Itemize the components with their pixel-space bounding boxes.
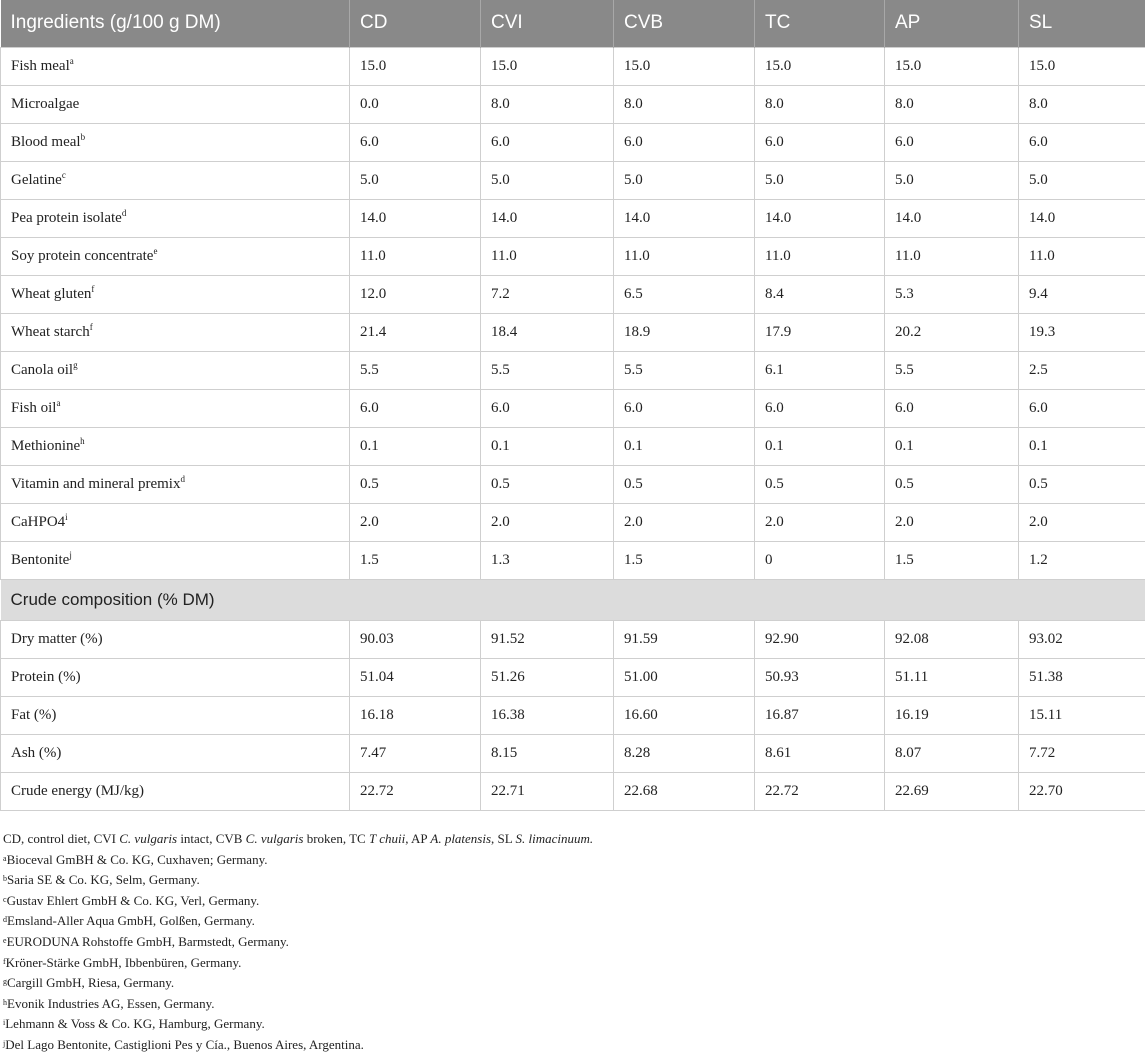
footnote-mark: f (3, 957, 6, 966)
abbreviation-text: , AP (405, 831, 430, 846)
value-cell-cvi: 16.38 (481, 696, 614, 734)
species-name: T chuii (369, 831, 405, 846)
value-cell-cvb: 2.0 (614, 503, 755, 541)
value-cell-sl: 0.1 (1019, 427, 1145, 465)
composition-row (1, 620, 1145, 658)
value-cell-cvb: 0.5 (614, 465, 755, 503)
value-cell-ap: 0.5 (885, 465, 1019, 503)
value-cell-cvb: 8.0 (614, 85, 755, 123)
footnote-mark: b (3, 874, 7, 883)
ingredient-name-cell (1, 541, 350, 579)
ingredient-name: Fish meal (11, 58, 70, 74)
ingredient-name-cell (1, 161, 350, 199)
footnote-marker: f (90, 322, 93, 332)
value-cell-cd: 51.04 (350, 658, 481, 696)
footnote-mark: g (3, 977, 7, 986)
value-cell-cd: 14.0 (350, 199, 481, 237)
value-cell-tc: 50.93 (755, 658, 885, 696)
footnote-marker: e (153, 246, 157, 256)
species-name: S. limacinuum. (516, 831, 594, 846)
footnote-marker: d (122, 208, 127, 218)
value-cell-cvb: 51.00 (614, 658, 755, 696)
ingredient-name-cell (1, 123, 350, 161)
value-cell-cvb: 6.0 (614, 123, 755, 161)
value-cell-ap: 92.08 (885, 620, 1019, 658)
footnote-mark: i (3, 1018, 5, 1027)
header-cd: CD (350, 0, 481, 47)
footnote-mark: a (3, 854, 7, 863)
value-cell-cd: 16.18 (350, 696, 481, 734)
value-cell-cd: 90.03 (350, 620, 481, 658)
value-cell-tc: 2.0 (755, 503, 885, 541)
species-name: A. platensis (430, 831, 491, 846)
value-cell-tc: 15.0 (755, 47, 885, 85)
ingredient-row (1, 47, 1145, 85)
value-cell-sl: 8.0 (1019, 85, 1145, 123)
value-cell-cvi: 0.5 (481, 465, 614, 503)
abbreviation-text: intact, CVB (177, 831, 246, 846)
value-cell-ap: 22.69 (885, 772, 1019, 810)
value-cell-cvi: 18.4 (481, 313, 614, 351)
value-cell-sl: 0.5 (1019, 465, 1145, 503)
value-cell-tc: 92.90 (755, 620, 885, 658)
value-cell-cd: 15.0 (350, 47, 481, 85)
abbreviation-text: CD, control diet, CVI (3, 831, 119, 846)
table-header-row (1, 0, 1145, 47)
value-cell-cd: 2.0 (350, 503, 481, 541)
footnote (3, 870, 593, 891)
value-cell-sl: 5.0 (1019, 161, 1145, 199)
header-cvb: CVB (614, 0, 755, 47)
value-cell-cd: 12.0 (350, 275, 481, 313)
composition-row (1, 772, 1145, 810)
footnote-mark: h (3, 998, 7, 1007)
section (1, 579, 1145, 620)
composition-name: Crude energy (MJ/kg) (1, 772, 350, 810)
value-cell-tc: 0.5 (755, 465, 885, 503)
composition-row (1, 696, 1145, 734)
value-cell-cvi: 2.0 (481, 503, 614, 541)
value-cell-cvb: 5.5 (614, 351, 755, 389)
value-cell-cd: 6.0 (350, 123, 481, 161)
value-cell-sl: 6.0 (1019, 123, 1145, 161)
value-cell-ap: 8.07 (885, 734, 1019, 772)
footnote (3, 953, 593, 974)
value-cell-cd: 6.0 (350, 389, 481, 427)
value-cell-sl: 22.70 (1019, 772, 1145, 810)
footnote (3, 850, 593, 871)
footnote-marker: i (65, 512, 68, 522)
value-cell-sl: 2.0 (1019, 503, 1145, 541)
ingredient-name: Microalgae (11, 96, 79, 112)
footnote (3, 1014, 593, 1035)
value-cell-ap: 5.5 (885, 351, 1019, 389)
footnote-text: Bioceval GmBH & Co. KG, Cuxhaven; Germany. (7, 852, 268, 867)
value-cell-cvb: 14.0 (614, 199, 755, 237)
ingredient-row (1, 275, 1145, 313)
composition-name: Protein (%) (1, 658, 350, 696)
ingredient-row (1, 389, 1145, 427)
value-cell-cvb: 22.68 (614, 772, 755, 810)
value-cell-sl: 2.5 (1019, 351, 1145, 389)
ingredient-name-cell (1, 351, 350, 389)
ingredient-name-cell (1, 427, 350, 465)
value-cell-cvb: 11.0 (614, 237, 755, 275)
value-cell-cd: 0.0 (350, 85, 481, 123)
footnote-marker: b (81, 132, 86, 142)
footnote-marker: f (91, 284, 94, 294)
footnote (3, 891, 593, 912)
value-cell-ap: 51.11 (885, 658, 1019, 696)
value-cell-tc: 8.61 (755, 734, 885, 772)
footnote-text: Saria SE & Co. KG, Selm, Germany. (7, 872, 200, 887)
footnote (3, 994, 593, 1015)
footnote-marker: j (69, 550, 72, 560)
value-cell-ap: 20.2 (885, 313, 1019, 351)
value-cell-cd: 0.5 (350, 465, 481, 503)
ingredient-name: Gelatine (11, 172, 62, 188)
ingredient-row (1, 503, 1145, 541)
value-cell-cd: 22.72 (350, 772, 481, 810)
value-cell-sl: 6.0 (1019, 389, 1145, 427)
value-cell-cvi: 14.0 (481, 199, 614, 237)
abbreviation-text: , SL (491, 831, 515, 846)
ingredient-row (1, 161, 1145, 199)
ingredient-name: Soy protein concentrate (11, 248, 153, 264)
value-cell-cd: 21.4 (350, 313, 481, 351)
ingredient-name-cell (1, 47, 350, 85)
footnote-mark: e (3, 936, 7, 945)
value-cell-tc: 0.1 (755, 427, 885, 465)
value-cell-sl: 9.4 (1019, 275, 1145, 313)
header-ap: AP (885, 0, 1019, 47)
footnote-text: Emsland-Aller Aqua GmbH, Golßen, Germany. (7, 913, 255, 928)
value-cell-tc: 6.1 (755, 351, 885, 389)
value-cell-ap: 6.0 (885, 123, 1019, 161)
ingredient-row (1, 541, 1145, 579)
value-cell-ap: 16.19 (885, 696, 1019, 734)
footnote-marker: c (62, 170, 66, 180)
value-cell-ap: 5.3 (885, 275, 1019, 313)
value-cell-tc: 14.0 (755, 199, 885, 237)
footnote-text: Cargill GmbH, Riesa, Germany. (7, 975, 174, 990)
ingredient-name-cell (1, 199, 350, 237)
value-cell-cvb: 15.0 (614, 47, 755, 85)
footnote-marker: g (73, 360, 78, 370)
value-cell-ap: 2.0 (885, 503, 1019, 541)
value-cell-sl: 1.2 (1019, 541, 1145, 579)
value-cell-cvi: 8.0 (481, 85, 614, 123)
footnote-text: Evonik Industries AG, Essen, Germany. (7, 996, 215, 1011)
value-cell-cvi: 1.3 (481, 541, 614, 579)
composition-name: Fat (%) (1, 696, 350, 734)
footnote-mark: c (3, 895, 7, 904)
value-cell-cvb: 0.1 (614, 427, 755, 465)
section-title: Crude composition (% DM) (1, 579, 1145, 620)
ingredient-name: Wheat starch (11, 324, 90, 340)
table-footnotes (3, 829, 593, 1056)
value-cell-tc: 16.87 (755, 696, 885, 734)
ingredient-name: Blood meal (11, 134, 81, 150)
ingredient-name: Fish oil (11, 400, 56, 416)
value-cell-sl: 14.0 (1019, 199, 1145, 237)
value-cell-cd: 0.1 (350, 427, 481, 465)
ingredient-row (1, 313, 1145, 351)
header-cvi: CVI (481, 0, 614, 47)
ingredient-name-cell (1, 275, 350, 313)
value-cell-cvi: 5.0 (481, 161, 614, 199)
ingredient-name: Vitamin and mineral premix (11, 476, 180, 492)
value-cell-cd: 7.47 (350, 734, 481, 772)
value-cell-ap: 0.1 (885, 427, 1019, 465)
ingredient-name: Pea protein isolate (11, 210, 122, 226)
value-cell-cvb: 8.28 (614, 734, 755, 772)
value-cell-tc: 6.0 (755, 123, 885, 161)
value-cell-cvi: 15.0 (481, 47, 614, 85)
footnote (3, 911, 593, 932)
value-cell-ap: 6.0 (885, 389, 1019, 427)
footnote (3, 932, 593, 953)
value-cell-ap: 15.0 (885, 47, 1019, 85)
ingredient-row (1, 465, 1145, 503)
footnote-text: Lehmann & Voss & Co. KG, Hamburg, Germany. (5, 1016, 265, 1031)
value-cell-cvi: 51.26 (481, 658, 614, 696)
ingredient-name: Bentonite (11, 552, 69, 568)
header-tc: TC (755, 0, 885, 47)
value-cell-tc: 17.9 (755, 313, 885, 351)
footnote-marker: d (180, 474, 185, 484)
abbreviation-note (3, 829, 593, 850)
ingredient-name: CaHPO4 (11, 514, 65, 530)
value-cell-ap: 1.5 (885, 541, 1019, 579)
species-name: C. vulgaris (246, 831, 304, 846)
value-cell-cd: 5.5 (350, 351, 481, 389)
footnote-mark: d (3, 915, 7, 924)
value-cell-ap: 8.0 (885, 85, 1019, 123)
value-cell-sl: 15.11 (1019, 696, 1145, 734)
value-cell-cvb: 91.59 (614, 620, 755, 658)
footnote (3, 973, 593, 994)
value-cell-cvi: 6.0 (481, 123, 614, 161)
value-cell-ap: 14.0 (885, 199, 1019, 237)
value-cell-ap: 5.0 (885, 161, 1019, 199)
value-cell-tc: 0 (755, 541, 885, 579)
composition-name: Ash (%) (1, 734, 350, 772)
value-cell-sl: 7.72 (1019, 734, 1145, 772)
value-cell-cvb: 6.0 (614, 389, 755, 427)
value-cell-tc: 6.0 (755, 389, 885, 427)
value-cell-cvb: 16.60 (614, 696, 755, 734)
value-cell-sl: 11.0 (1019, 237, 1145, 275)
composition-row (1, 734, 1145, 772)
footnote-text: EURODUNA Rohstoffe GmbH, Barmstedt, Germany. (7, 934, 289, 949)
footnote-mark: j (3, 1039, 5, 1048)
ingredient-row (1, 237, 1145, 275)
ingredient-name-cell (1, 465, 350, 503)
value-cell-cvb: 18.9 (614, 313, 755, 351)
ingredient-row (1, 123, 1145, 161)
ingredient-name-cell (1, 85, 350, 123)
value-cell-cvb: 6.5 (614, 275, 755, 313)
abbreviation-text: broken, TC (303, 831, 368, 846)
value-cell-cvi: 91.52 (481, 620, 614, 658)
footnote-text: Del Lago Bentonite, Castiglioni Pes y Cía., Buenos Aires, Argentina. (5, 1037, 364, 1052)
ingredient-row (1, 85, 1145, 123)
ingredient-row (1, 199, 1145, 237)
value-cell-cvi: 6.0 (481, 389, 614, 427)
ingredient-name-cell (1, 313, 350, 351)
value-cell-sl: 51.38 (1019, 658, 1145, 696)
value-cell-tc: 5.0 (755, 161, 885, 199)
value-cell-cvi: 11.0 (481, 237, 614, 275)
value-cell-ap: 11.0 (885, 237, 1019, 275)
ingredient-name: Canola oil (11, 362, 73, 378)
value-cell-cd: 1.5 (350, 541, 481, 579)
ingredient-row (1, 427, 1145, 465)
value-cell-cvi: 0.1 (481, 427, 614, 465)
value-cell-tc: 8.4 (755, 275, 885, 313)
ingredient-name: Wheat gluten (11, 286, 91, 302)
ingredient-name-cell (1, 503, 350, 541)
footnote-marker: a (70, 56, 74, 66)
value-cell-cvb: 5.0 (614, 161, 755, 199)
value-cell-cvb: 1.5 (614, 541, 755, 579)
value-cell-cvi: 22.71 (481, 772, 614, 810)
composition-row (1, 658, 1145, 696)
composition-name: Dry matter (%) (1, 620, 350, 658)
ingredient-row (1, 351, 1145, 389)
footnote-marker: h (80, 436, 85, 446)
value-cell-cvi: 7.2 (481, 275, 614, 313)
value-cell-tc: 22.72 (755, 772, 885, 810)
footnote-text: Gustav Ehlert GmbH & Co. KG, Verl, Germany. (7, 893, 260, 908)
value-cell-sl: 19.3 (1019, 313, 1145, 351)
footnote-list (3, 850, 593, 1056)
value-cell-sl: 93.02 (1019, 620, 1145, 658)
footnote-marker: a (56, 398, 60, 408)
value-cell-cvi: 5.5 (481, 351, 614, 389)
value-cell-cvi: 8.15 (481, 734, 614, 772)
value-cell-cd: 5.0 (350, 161, 481, 199)
value-cell-sl: 15.0 (1019, 47, 1145, 85)
footnote-text: Kröner-Stärke GmbH, Ibbenbüren, Germany. (6, 955, 242, 970)
value-cell-tc: 11.0 (755, 237, 885, 275)
species-name: C. vulgaris (119, 831, 177, 846)
value-cell-tc: 8.0 (755, 85, 885, 123)
ingredient-name: Methionine (11, 438, 80, 454)
ingredient-name-cell (1, 389, 350, 427)
header-ingredients: Ingredients (g/100 g DM) (1, 0, 350, 47)
header-sl: SL (1019, 0, 1145, 47)
footnote (3, 1035, 593, 1056)
value-cell-cd: 11.0 (350, 237, 481, 275)
ingredient-name-cell (1, 237, 350, 275)
